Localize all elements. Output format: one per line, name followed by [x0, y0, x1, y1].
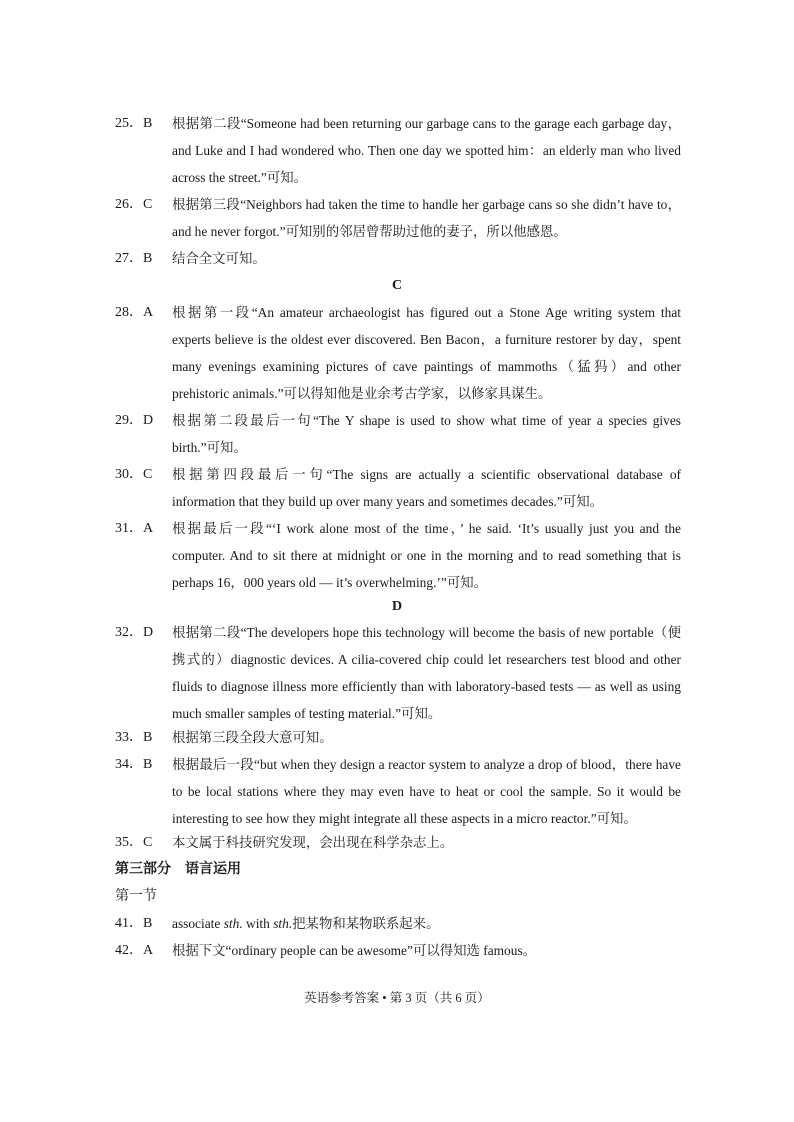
answer-explanation: 根据第三段全段大意可知。 [172, 730, 333, 745]
answer-explanation: 根据第二段“Someone had been returning our garbage cans to the garage each garbage day，and Luke and I had wondered who. Then one day we spotted him：an elderly man who lived across the street.”可知。 [172, 116, 681, 185]
answer-number: 41．B [115, 916, 153, 931]
answer-explanation: 根据最后一段“‘I work alone most of the time，’ he said. ‘It’s usually just you and the computer. And to sit there at midnight or one in the morning and to read something that is perhaps 16，000 years old — it’s overwhelming.’”可知。 [172, 521, 681, 590]
answer-explanation: 根据下文“ordinary people can be awesome”可以得知选 famous。 [172, 943, 537, 958]
italic-sth: sth. [273, 916, 293, 931]
answer-number: 29．D [115, 413, 154, 428]
section-heading-c: C [391, 278, 403, 293]
answer-number: 26．C [115, 197, 153, 212]
phrase-text: associate [172, 916, 224, 931]
italic-sth: sth. [223, 916, 243, 931]
page-footer: 英语参考答案 • 第 3 页（共 6 页） [304, 991, 490, 1005]
answer-explanation: 本文属于科技研究发现，会出现在科学杂志上。 [172, 835, 454, 850]
answer-explanation: 结合全文可知。 [172, 251, 266, 266]
answer-number: 42．A [115, 943, 154, 958]
part-heading: 第三部分 语言运用 [115, 862, 241, 877]
answer-number: 35．C [115, 835, 153, 850]
answer-explanation: 根据第二段最后一句“The Y shape is used to show what time of year a species gives birth.”可知。 [172, 413, 681, 455]
phrase-text: with [242, 916, 274, 931]
answer-number: 25．B [115, 116, 153, 131]
answer-explanation: 根据第一段“An amateur archaeologist has figured out a Stone Age writing system that experts believe is the oldest ever discovered. Ben Bacon，a furniture restorer by day，spent many evenings examining pictures of cave paintings of mammoths（猛犸）and other prehistoric animals.”可以得知他是业余考古学家，以修家具谋生。 [172, 305, 681, 401]
answer-number: 31．A [115, 521, 154, 536]
phrase-meaning: 把某物和某物联系起来。 [292, 916, 440, 931]
section-heading-d: D [391, 599, 403, 614]
answer-explanation: 根据第三段“Neighbors had taken the time to handle her garbage cans so she didn’t have to，and he never forgot.”可知别的邻居曾帮助过他的妻子，所以他感恩。 [172, 197, 681, 239]
answer-explanation: 根据第二段“The developers hope this technology will become the basis of new portable（便携式的）diagnostic devices. A cilia-covered chip could let researchers test blood and other fluids to diagnose illness more efficiently than with laboratory-based tests — as well as using much smaller samples of testing material.”可知。 [172, 625, 681, 721]
answer-explanation [172, 910, 681, 937]
subsection-heading: 第一节 [115, 889, 157, 904]
answer-number: 34．B [115, 757, 153, 772]
answer-number: 28．A [115, 305, 154, 320]
answer-number: 33．B [115, 730, 153, 745]
answer-explanation: 根据第四段最后一句“The signs are actually a scientific observational database of information that they build up over many years and sometimes decades.”可知。 [172, 467, 681, 509]
answer-number: 27．B [115, 251, 153, 266]
answer-explanation: 根据最后一段“but when they design a reactor system to analyze a drop of blood，there have to be local stations where they may even have to heat or cool the sample. So it would be interesting to see how they might integrate all these aspects in a micro reactor.”可知。 [172, 757, 681, 826]
answer-number: 30．C [115, 467, 153, 482]
answer-number: 32．D [115, 625, 154, 640]
